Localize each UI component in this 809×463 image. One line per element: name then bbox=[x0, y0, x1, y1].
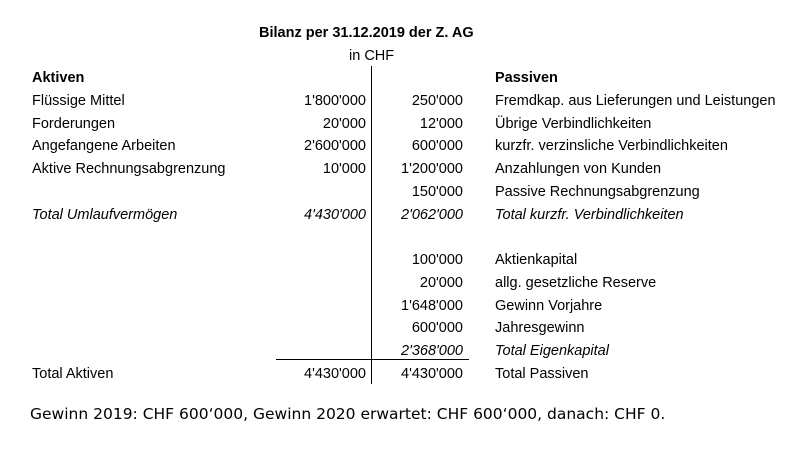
passiven-item-value: 250'000 bbox=[411, 93, 463, 109]
passiven-item-label: Übrige Verbindlichkeiten bbox=[495, 116, 652, 132]
liabilities-total-value: 2'062'000 bbox=[401, 207, 463, 223]
aktiven-total-value: 4'430'000 bbox=[304, 366, 366, 382]
aktiven-item-value: 1'800'000 bbox=[304, 93, 366, 109]
aktiven-subtotal-label: Total Umlaufvermögen bbox=[32, 207, 178, 223]
liabilities-total-label: Total kurzfr. Verbindlichkeiten bbox=[495, 207, 684, 223]
equity-item-value: 100'000 bbox=[411, 252, 463, 268]
balance-title: Bilanz per 31.12.2019 der Z. AG bbox=[259, 25, 474, 41]
equity-item-label: allg. gesetzliche Reserve bbox=[495, 275, 657, 291]
passiven-item-value: 1'200'000 bbox=[401, 161, 463, 177]
equity-item-label: Jahresgewinn bbox=[495, 320, 585, 336]
passiven-item-label: Passive Rechnungsabgrenzung bbox=[495, 184, 700, 200]
equity-item-label: Gewinn Vorjahre bbox=[495, 298, 603, 314]
t-account-vertical-line bbox=[371, 66, 372, 384]
aktiven-item-value: 2'600'000 bbox=[304, 138, 366, 154]
equity-total-value: 2'368'000 bbox=[401, 343, 463, 359]
passiven-item-label: kurzfr. verzinsliche Verbindlichkeiten bbox=[495, 138, 728, 154]
passiven-total-label: Total Passiven bbox=[495, 366, 589, 382]
passiven-header: Passiven bbox=[495, 70, 558, 86]
equity-item-value: 20'000 bbox=[419, 275, 463, 291]
passiven-item-value: 600'000 bbox=[411, 138, 463, 154]
equity-total-label: Total Eigenkapital bbox=[495, 343, 609, 359]
aktiven-total-label: Total Aktiven bbox=[32, 366, 114, 382]
passiven-item-value: 150'000 bbox=[411, 184, 463, 200]
aktiven-item-value: 10'000 bbox=[322, 161, 366, 177]
aktiven-item-label: Angefangene Arbeiten bbox=[32, 138, 176, 154]
equity-item-value: 1'648'000 bbox=[401, 298, 463, 314]
aktiven-item-label: Flüssige Mittel bbox=[32, 93, 125, 109]
passiven-item-label: Anzahlungen von Kunden bbox=[495, 161, 662, 177]
aktiven-subtotal-value: 4'430'000 bbox=[304, 207, 366, 223]
profit-note: Gewinn 2019: CHF 600‘000, Gewinn 2020 erwartet: CHF 600‘000, danach: CHF 0. bbox=[30, 405, 666, 423]
aktiven-header: Aktiven bbox=[32, 70, 85, 86]
aktiven-item-value: 20'000 bbox=[322, 116, 366, 132]
equity-item-label: Aktienkapital bbox=[495, 252, 578, 268]
currency-label: in CHF bbox=[349, 48, 395, 64]
aktiven-item-label: Aktive Rechnungsabgrenzung bbox=[32, 161, 226, 177]
equity-item-value: 600'000 bbox=[411, 320, 463, 336]
passiven-total-value: 4'430'000 bbox=[401, 366, 463, 382]
passiven-item-value: 12'000 bbox=[419, 116, 463, 132]
aktiven-item-label: Forderungen bbox=[32, 116, 116, 132]
passiven-item-label: Fremdkap. aus Lieferungen und Leistungen bbox=[495, 93, 776, 109]
